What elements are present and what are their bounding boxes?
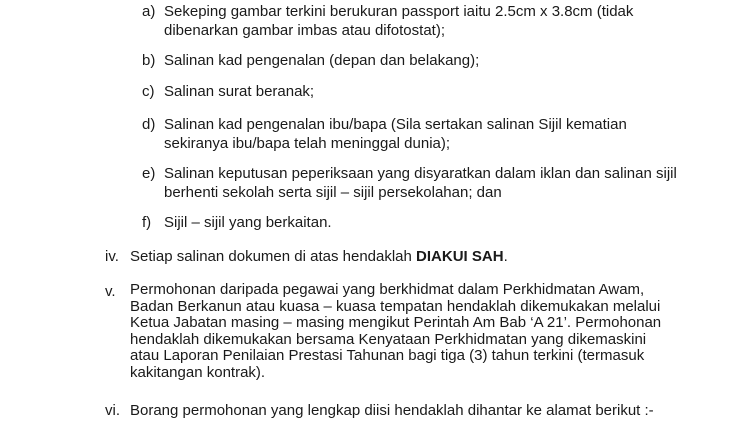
item-v-line-4: hendaklah dikemukakan bersama Kenyataan Perkhidmatan yang dikemaskini <box>130 330 647 348</box>
sub-item-b-line-1: Salinan kad pengenalan (depan dan belakang); <box>164 52 480 69</box>
sub-item-f-text <box>164 213 332 232</box>
item-v-line-5: atau Laporan Penilaian Prestasi Tahunan bagi tiga (3) tahun terkini (termasuk <box>130 347 645 364</box>
sub-item-c-letter: c) <box>142 83 155 100</box>
item-v-text <box>130 282 661 381</box>
sub-item-a-line-2: dibenarkan gambar imbas atau difotostat); <box>164 22 445 39</box>
sub-item-d-text <box>164 115 627 153</box>
item-v-line-1: Permohonan daripada pegawai yang berkhidmat dalam Perkhidmatan Awam, <box>130 281 645 298</box>
sub-item-b-text <box>164 51 479 70</box>
sub-item-e-line-2: berhenti sekolah serta sijil – sijil persekolahan; dan <box>164 184 502 201</box>
sub-item-e-letter: e) <box>142 165 156 182</box>
sub-item-b-letter: b) <box>142 52 156 69</box>
sub-item-d-letter: d) <box>142 116 156 133</box>
sub-item-a-line-1: Sekeping gambar terkini berukuran passport iaitu 2.5cm x 3.8cm (tidak <box>164 3 634 20</box>
item-v-numeral: v. <box>105 283 116 300</box>
item-iv-text <box>130 247 508 266</box>
sub-item-f-letter: f) <box>142 214 152 231</box>
sub-item-a-letter: a) <box>142 3 156 20</box>
item-vi-line: Borang permohonan yang lengkap diisi hendaklah dihantar ke alamat berikut :- <box>130 402 654 419</box>
item-v-line-3: Ketua Jabatan masing – masing mengikut Perintah Am Bab ‘A 21’. Permohonan <box>130 314 662 331</box>
sub-item-c-text <box>164 82 314 101</box>
item-vi-numeral: vi. <box>105 402 120 419</box>
item-vi-text <box>130 401 654 420</box>
sub-item-d-line-1: Salinan kad pengenalan ibu/bapa (Sila sertakan salinan Sijil kematian <box>164 116 627 133</box>
item-iv-line <box>130 247 508 266</box>
item-v-line-6: kakitangan kontrak). <box>130 363 266 381</box>
sub-item-d-line-2: sekiranya ibu/bapa telah meninggal dunia); <box>164 135 451 152</box>
item-iv-text-after: . <box>503 248 508 265</box>
item-iv-numeral: iv. <box>105 248 119 265</box>
sub-item-f-line-1: Sijil – sijil yang berkaitan. <box>164 214 332 231</box>
sub-item-c-line-1: Salinan surat beranak; <box>164 83 315 100</box>
sub-item-e-text <box>164 164 677 202</box>
sub-item-a-text <box>164 2 633 40</box>
item-v-line-2: Badan Berkanun atau kuasa – kuasa tempatan hendaklah dikemukakan melalui <box>130 297 661 315</box>
item-iv-text-bold: DIAKUI SAH <box>416 248 504 265</box>
item-iv-text-before: Setiap salinan dokumen di atas hendaklah <box>130 248 417 265</box>
sub-item-e-line-1: Salinan keputusan peperiksaan yang disyaratkan dalam iklan dan salinan sijil <box>164 165 677 182</box>
